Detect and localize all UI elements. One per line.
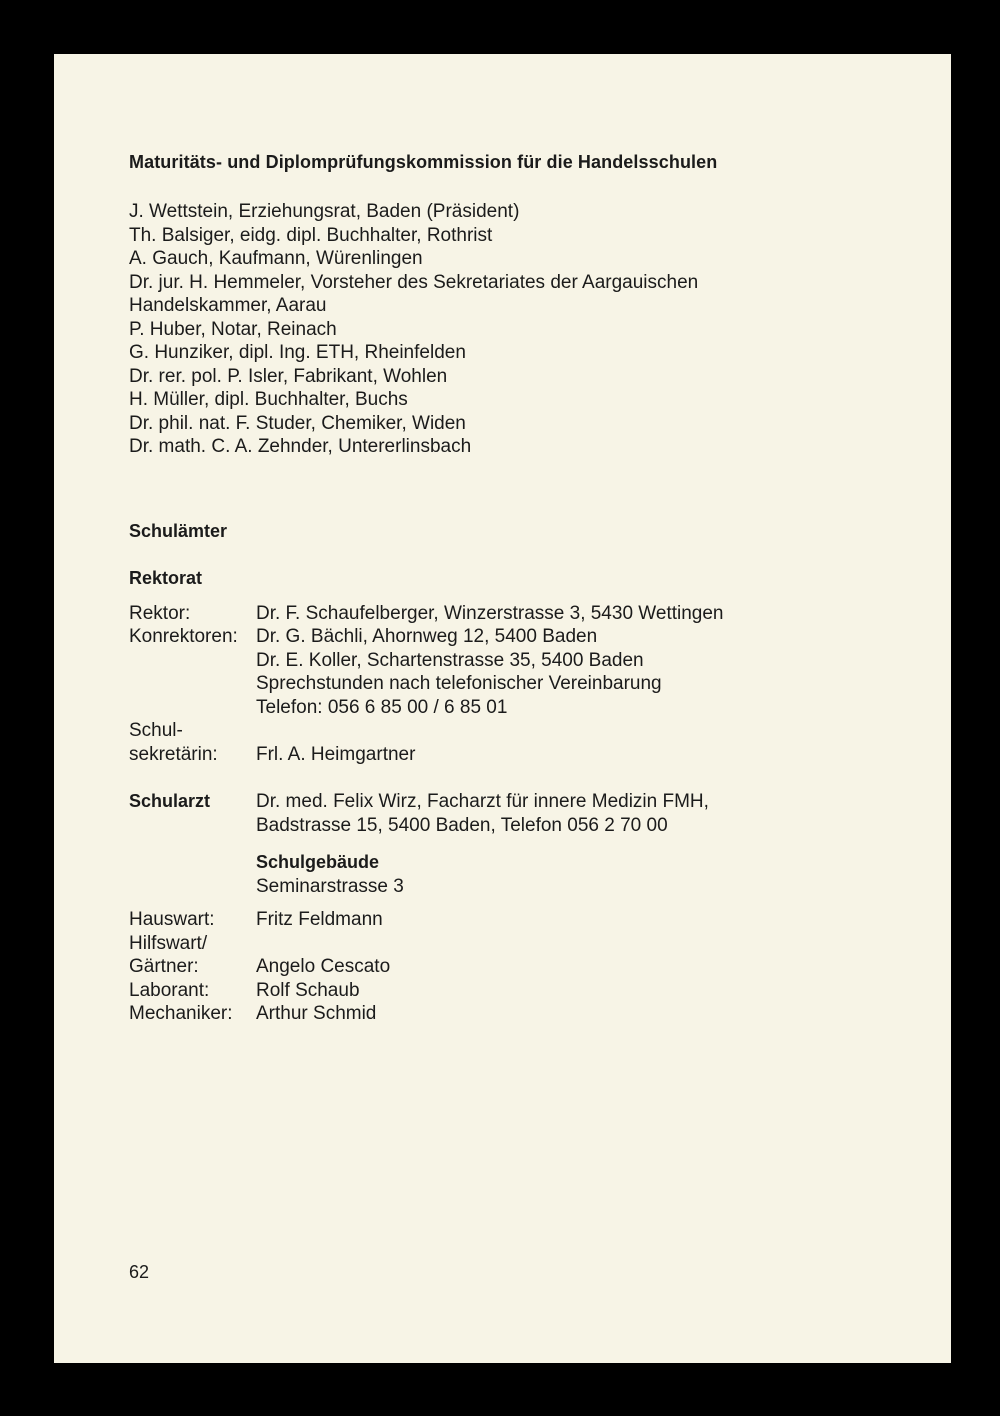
hilfswart-label-line2: Gärtner: [129, 956, 199, 977]
schulgebaeude-heading: Schulgebäude [256, 852, 380, 872]
telefon-text: Telefon: 056 6 85 00 / 6 85 01 [256, 697, 508, 718]
rektorat-heading: Rektorat [129, 568, 203, 588]
list-item: Dr. phil. nat. F. Studer, Chemiker, Widen [129, 412, 466, 434]
sekretaerin-label-line2: sekretärin: [129, 744, 218, 765]
schularzt-line2: Badstrasse 15, 5400 Baden, Telefon 056 2 70 00 [256, 815, 668, 836]
list-item: H. Müller, dipl. Buchhalter, Buchs [129, 389, 408, 410]
list-item: J. Wettstein, Erziehungsrat, Baden (Präsident) [129, 201, 520, 222]
list-item: P. Huber, Notar, Reinach [129, 318, 337, 340]
konrektor-1: Dr. G. Bächli, Ahornweg 12, 5400 Baden [256, 626, 598, 647]
hauswart-value: Fritz Feldmann [256, 909, 383, 930]
list-item: Dr. math. C. A. Zehnder, Untererlinsbach [129, 436, 472, 457]
commission-member-list [129, 200, 698, 459]
commission-heading: Maturitäts- und Diplomprüfungskommission für die Handelsschulen [129, 152, 718, 172]
list-item: Th. Balsiger, eidg. dipl. Buchhalter, Rothrist [129, 224, 493, 246]
rektor-value: Dr. F. Schaufelberger, Winzerstrasse 3, 5430 Wettingen [256, 603, 724, 624]
list-item: Dr. jur. H. Hemmeler, Vorsteher des Sekretariates der Aargauischen [129, 271, 699, 293]
sprechstunden-text: Sprechstunden nach telefonischer Vereinbarung [256, 673, 662, 694]
sekretaerin-label-line1: Schul- [129, 720, 183, 741]
hauswart-label: Hauswart: [129, 909, 215, 930]
laborant-label: Laborant: [129, 980, 210, 1001]
schularzt-line1: Dr. med. Felix Wirz, Facharzt für innere Medizin FMH, [256, 791, 709, 812]
hilfswart-label-line1: Hilfswart/ [129, 933, 208, 954]
list-item: A. Gauch, Kaufmann, Würenlingen [129, 248, 423, 269]
konrektor-2: Dr. E. Koller, Schartenstrasse 35, 5400 Baden [256, 650, 644, 671]
list-item: Dr. rer. pol. P. Isler, Fabrikant, Wohlen [129, 365, 448, 387]
rektor-label: Rektor: [129, 603, 191, 624]
schulgebaeude-address: Seminarstrasse 3 [256, 876, 404, 897]
laborant-value: Rolf Schaub [256, 980, 360, 1001]
document-page [54, 54, 951, 1363]
mechaniker-label: Mechaniker: [129, 1003, 233, 1024]
hilfswart-value: Angelo Cescato [256, 956, 391, 977]
list-item: G. Hunziker, dipl. Ing. ETH, Rheinfelden [129, 342, 466, 363]
mechaniker-value: Arthur Schmid [256, 1003, 377, 1024]
list-item: Handelskammer, Aarau [129, 295, 327, 316]
page-number: 62 [129, 1262, 150, 1282]
schularzt-label: Schularzt [129, 791, 211, 811]
konrektoren-label: Konrektoren: [129, 626, 238, 647]
schulaemter-heading: Schulämter [129, 521, 228, 541]
sekretaerin-value: Frl. A. Heimgartner [256, 744, 416, 765]
